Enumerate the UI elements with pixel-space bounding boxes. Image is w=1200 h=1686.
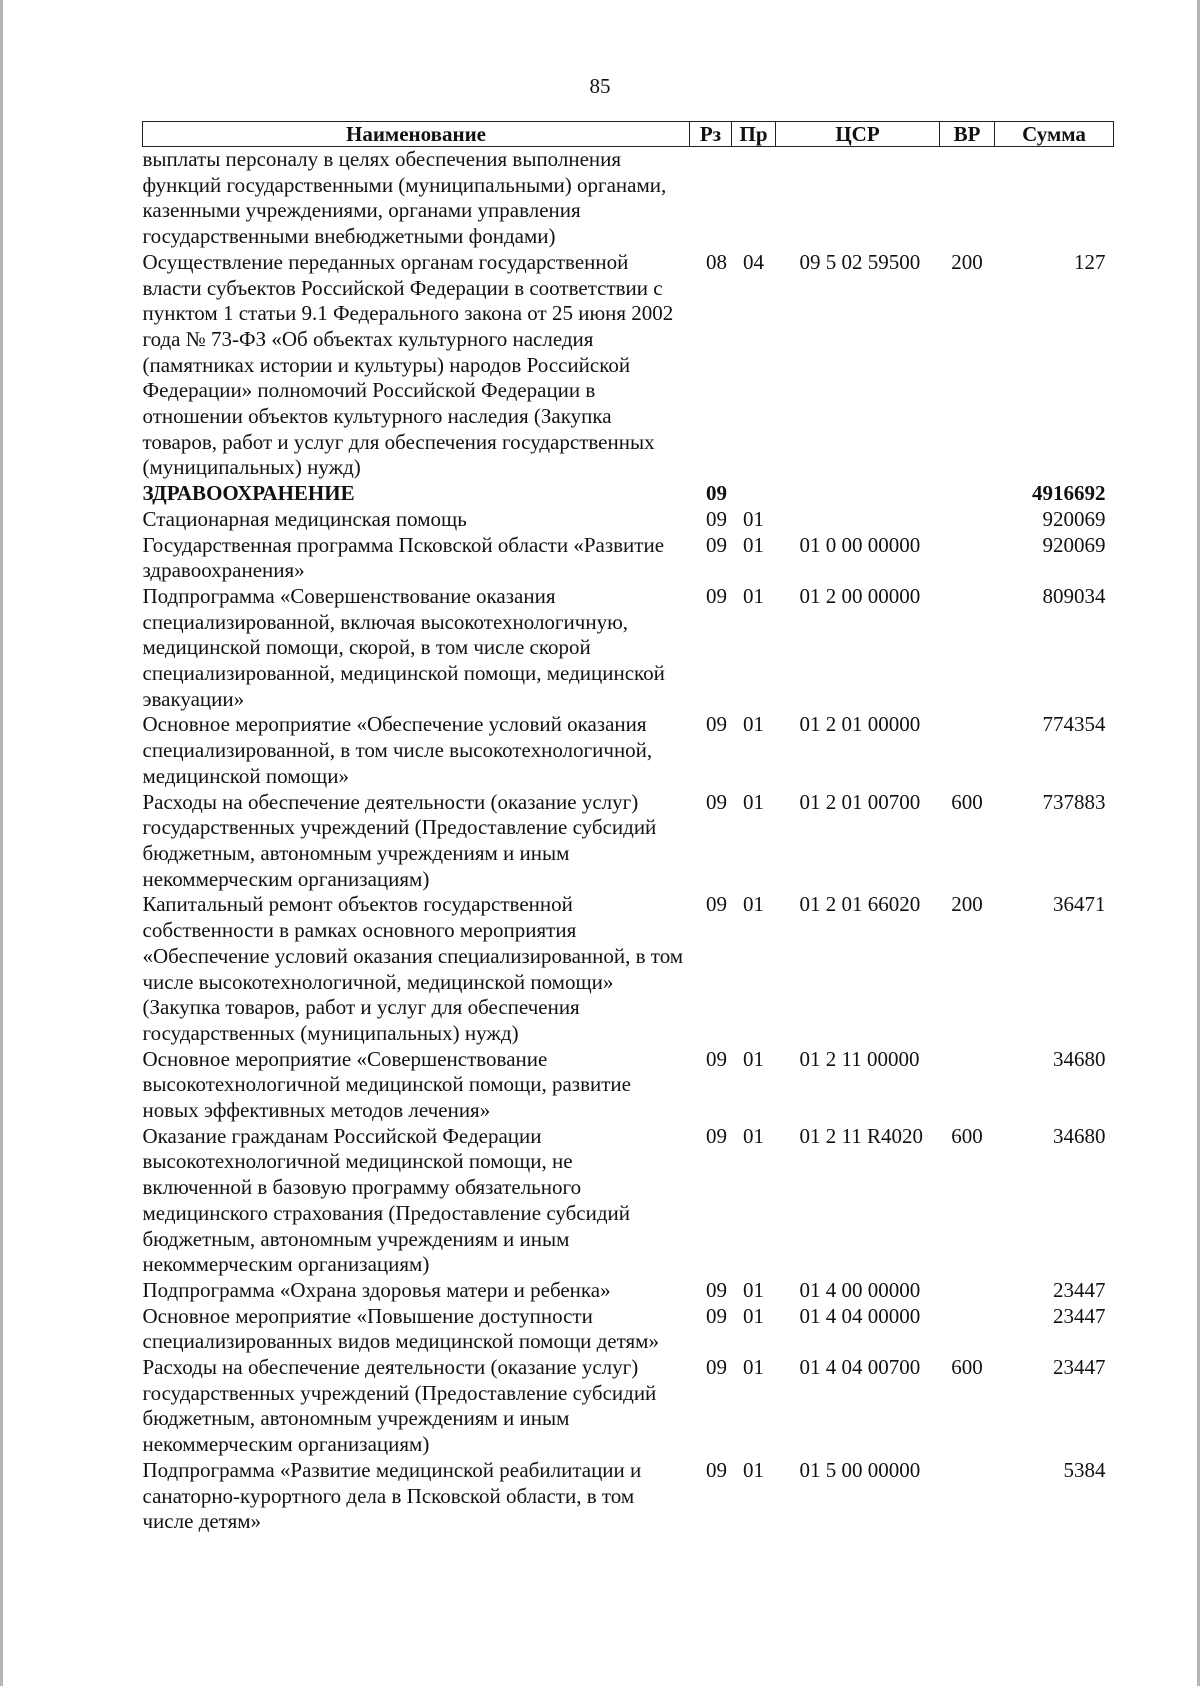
cell-rz: 09: [706, 1303, 727, 1328]
cell-rz: 09: [706, 789, 727, 814]
cell-csr: 01 2 01 00700: [799, 789, 921, 814]
cell-rz: 09: [706, 481, 727, 506]
cell-csr: 09 5 02 59500: [799, 249, 921, 274]
cell-csr: 01 2 11 00000: [799, 1046, 920, 1071]
cell-rz: 09: [706, 892, 727, 917]
cell-vr: 200: [951, 249, 983, 274]
cell-csr: 01 2 00 00000: [799, 583, 921, 608]
cell-pr: 01: [743, 1457, 764, 1482]
header-name: Наименование: [143, 122, 690, 147]
cell-pr: 01: [743, 1355, 764, 1380]
cell-name: Оказание гражданам Российской Федерации высокотехнологичной медицинской помощи, не включенной в базовую программу обязательного медицинского страхования (Предоставление субсидий бюджетным, автономным учреждениям и иным некоммерческим организациям): [142, 1123, 631, 1277]
cell-name: Основное мероприятие «Совершенствование высокотехнологичной медицинской помощи, развитие новых эффективных методов лечения»: [142, 1046, 631, 1123]
cell-vr: [940, 1304, 995, 1355]
cell-vr: [940, 712, 995, 789]
cell-sum: 127: [1074, 249, 1106, 274]
table-row: [143, 584, 1114, 713]
table-header: [143, 122, 1114, 147]
cell-vr: 600: [951, 1355, 983, 1380]
cell-sum: 5384: [1063, 1457, 1106, 1482]
cell-pr: 01: [743, 1046, 764, 1071]
cell-name: Осуществление переданных органам государственной власти субъектов Российской Федерации в соответствии с пунктом 1 статьи 9.1 Федерального закона от 25 июня 2002 года № 73-ФЗ «Об объектах культурного наследия (памятниках истории и культуры) народов Российской Федерации» полномочий Российской Федерации в отношении объектов культурного наследия (Закупка товаров, работ и услуг для обеспечения государственных (муниципальных) нужд): [142, 249, 674, 480]
cell-rz: 09: [706, 1457, 727, 1482]
cell-sum: 34680: [1053, 1046, 1106, 1071]
page-number: 85: [589, 74, 611, 98]
cell-pr: 01: [743, 712, 764, 737]
table-row: [143, 1047, 1114, 1124]
table-row: [143, 1124, 1114, 1278]
header-vr: ВР: [940, 122, 995, 147]
cell-rz: 08: [706, 249, 727, 274]
scan-edge-left: [0, 0, 3, 1686]
cell-rz: [690, 147, 732, 250]
cell-csr: 01 4 00 00000: [799, 1277, 921, 1302]
budget-table: [142, 121, 1114, 1535]
cell-vr: [940, 481, 995, 507]
cell-csr: 01 0 00 00000: [799, 532, 921, 557]
header-pr: Пр: [732, 122, 776, 147]
table-row: [143, 1304, 1114, 1355]
table-row: [143, 1355, 1114, 1458]
cell-pr: 01: [743, 789, 764, 814]
cell-pr: [732, 481, 776, 507]
cell-pr: 01: [743, 532, 764, 557]
cell-sum: 23447: [1053, 1303, 1106, 1328]
cell-name: Расходы на обеспечение деятельности (оказание услуг) государственных учреждений (Предоставление субсидий бюджетным, автономным учреждениям и иным некоммерческим организациям): [142, 789, 657, 891]
header-rz: Рз: [690, 122, 732, 147]
cell-sum: 36471: [1053, 892, 1106, 917]
cell-name: Основное мероприятие «Обеспечение условий оказания специализированной, в том числе высокотехнологичной, медицинской помощи»: [142, 712, 653, 788]
cell-sum: 737883: [1042, 789, 1106, 814]
cell-sum: 774354: [1042, 712, 1106, 737]
cell-pr: 01: [743, 1277, 764, 1302]
cell-csr: [776, 481, 940, 507]
cell-sum: 920069: [1042, 506, 1106, 531]
table-body: [143, 147, 1114, 1535]
table-row: [143, 250, 1114, 481]
cell-name: Государственная программа Псковской области «Развитие здравоохранения»: [142, 532, 665, 583]
cell-rz: 09: [706, 712, 727, 737]
cell-sum: 809034: [1042, 583, 1106, 608]
cell-pr: 01: [743, 1123, 764, 1148]
cell-csr: 01 4 04 00000: [799, 1303, 921, 1328]
cell-csr: 01 2 11 R4020: [799, 1123, 923, 1148]
table-row: [143, 533, 1114, 584]
cell-pr: 01: [743, 892, 764, 917]
cell-pr: 01: [743, 506, 764, 531]
cell-csr: 01 5 00 00000: [799, 1457, 921, 1482]
table-row: [143, 507, 1114, 533]
cell-name: Стационарная медицинская помощь: [142, 506, 467, 531]
cell-rz: 09: [706, 1123, 727, 1148]
cell-csr: [776, 147, 940, 250]
cell-name: Подпрограмма «Развитие медицинской реабилитации и санаторно-курортного дела в Псковской области, в том числе детям»: [142, 1457, 642, 1534]
cell-rz: 09: [706, 1046, 727, 1071]
cell-sum: 34680: [1053, 1123, 1106, 1148]
cell-sum: [995, 147, 1114, 250]
cell-pr: 01: [743, 1303, 764, 1328]
cell-vr: 600: [951, 1123, 983, 1148]
table-row: [143, 1458, 1114, 1535]
table-row-section: [143, 481, 1114, 507]
table-row: [143, 712, 1114, 789]
cell-name: Подпрограмма «Совершенствование оказания специализированной, включая высокотехнологичную, медицинской помощи, скорой, в том числе скорой специализированной, медицинской помощи, медицинской эвакуации»: [142, 583, 665, 711]
cell-rz: 09: [706, 583, 727, 608]
cell-vr: 600: [951, 789, 983, 814]
cell-vr: 200: [951, 892, 983, 917]
cell-sum: 920069: [1042, 532, 1106, 557]
cell-vr: [940, 584, 995, 713]
header-sum: Сумма: [995, 122, 1114, 147]
table-row: [143, 790, 1114, 893]
cell-rz: 09: [706, 1355, 727, 1380]
cell-vr: [940, 1458, 995, 1535]
cell-name: Капитальный ремонт объектов государственной собственности в рамках основного мероприятия «Обеспечение условий оказания специализированной, в том числе высокотехнологичной, медицинской помощи» (Закупка товаров, работ и услуг для обеспечения государственных (муниципальных) нужд): [142, 892, 684, 1045]
cell-vr: [940, 533, 995, 584]
cell-csr: 01 2 01 66020: [799, 892, 921, 917]
cell-sum: 4916692: [1032, 481, 1106, 506]
cell-name: выплаты персоналу в целях обеспечения выполнения функций государственными (муниципальными) органами, казенными учреждениями, органами управления государственными внебюджетными фондами): [142, 147, 667, 249]
cell-vr: [940, 507, 995, 533]
cell-pr: 04: [743, 249, 764, 274]
table-row: [143, 147, 1114, 250]
header-csr: ЦСР: [776, 122, 940, 147]
cell-name: Подпрограмма «Охрана здоровья матери и ребенка»: [142, 1277, 611, 1302]
cell-name: ЗДРАВООХРАНЕНИЕ: [142, 481, 355, 506]
cell-pr: 01: [743, 583, 764, 608]
table-row: [143, 892, 1114, 1046]
cell-vr: [940, 1047, 995, 1124]
cell-vr: [940, 1278, 995, 1304]
cell-name: Расходы на обеспечение деятельности (оказание услуг) государственных учреждений (Предоставление субсидий бюджетным, автономным учреждениям и иным некоммерческим организациям): [142, 1355, 657, 1457]
cell-csr: [776, 507, 940, 533]
cell-sum: 23447: [1053, 1277, 1106, 1302]
cell-vr: [940, 147, 995, 250]
cell-sum: 23447: [1053, 1355, 1106, 1380]
cell-rz: 09: [706, 506, 727, 531]
cell-pr: [732, 147, 776, 250]
cell-csr: 01 2 01 00000: [799, 712, 921, 737]
cell-name: Основное мероприятие «Повышение доступности специализированных видов медицинской помощи детям»: [142, 1303, 659, 1354]
cell-csr: 01 4 04 00700: [799, 1355, 921, 1380]
cell-rz: 09: [706, 532, 727, 557]
cell-rz: 09: [706, 1277, 727, 1302]
table-row: [143, 1278, 1114, 1304]
